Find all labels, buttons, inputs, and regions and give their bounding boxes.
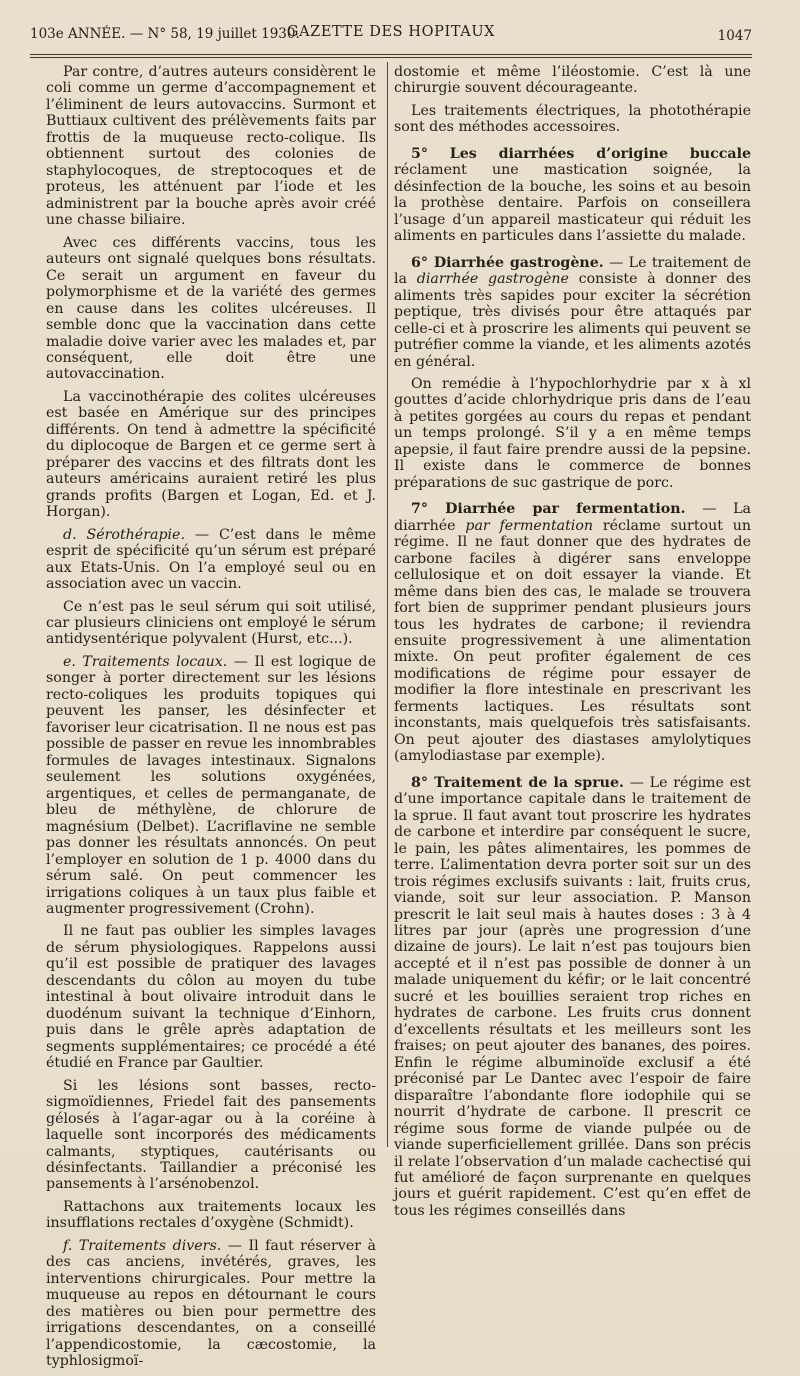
paragraph: Ce n’est pas le seul sérum qui soit utilisé, car plusieurs cliniciens ont employé le sérum antidysentérique polyvalent (Hurst, etc...). — [46, 598, 376, 648]
italic-term: diarrhée gastrogène — [416, 271, 569, 288]
section-heading: 7° Diarrhée par fermentation. — [411, 501, 686, 518]
paragraph: Il ne faut pas oublier les simples lavages de sérum physiologiques. Rappelons aussi qu’il est possible de pratiquer des lavages descendants du côlon au moyen du tube intestinal à bout olivaire introduit dans le duodénum suivant la technique d’Einhorn, puis dans le grêle après adaptation de segments supplémentaires; ce procédé a été étudié en France par Gaultier. — [46, 923, 376, 1072]
paragraph: Si les lésions sont basses, recto-sigmoïdiennes, Friedel fait des pansements gélosés à l’agar-agar ou à la coréine à laquelle sont incorporés des médicaments calmants, styptiques, cautérisants ou désinfectants. Taillandier a préconisé les pansements à l’arsénobenzol. — [46, 1077, 376, 1193]
header-rule-bottom — [30, 57, 752, 58]
italic-term: par fermentation — [465, 517, 594, 534]
section-label: d. Sérothérapie. — [63, 526, 185, 543]
section-diarrhee-gastrogene — [394, 255, 751, 370]
paragraph: On remédie à l’hypochlorhydrie par x à xl gouttes d’acide chlorhydrique pris dans de l’eau à petites gorgées au cours du repas et pendant un temps prolongé. S’il y a en même temps apepsie, il faut faire prendre aussi de la pepsine. Il existe dans le commerce de bonnes préparations de suc gastrique de porc. — [394, 375, 751, 491]
section-label: f. Traitements divers. — [63, 1237, 222, 1254]
section-heading: 6° Diarrhée gastrogène. — [411, 254, 604, 271]
section-traitements-divers — [46, 1238, 376, 1370]
section-traitement-sprue — [394, 775, 751, 1220]
paragraph: dostomie et même l’iléostomie. C’est là une chirurgie souvent décourageante. — [394, 64, 751, 97]
page-header — [30, 22, 752, 46]
left-column — [46, 64, 376, 1376]
section-text: — Le traitement de la — [394, 254, 751, 288]
section-traitements-locaux — [46, 654, 376, 918]
issue-info: 103e ANNÉE. — N° 58, 19 juillet 1930. — [30, 26, 300, 42]
paragraph: Les traitements électriques, la photothérapie sont des méthodes accessoires. — [394, 102, 751, 136]
section-text: — Il faut réserver à des cas anciens, invétérés, graves, les interventions chirurgicales. Pour mettre la muqueuse au repos en détournant le cours des matières ou bien pour permettre des irrigations descendantes, on a conseillé l’appendicostomie, la cæcostomie, la typhlosigmoï- — [46, 1237, 376, 1370]
section-heading: 5° Les diarrhées d’origine buccale — [411, 145, 751, 162]
column-divider — [387, 62, 388, 1147]
section-text: réclame surtout un régime. Il ne faut donner que des hydrates de carbone faciles à digérer sans enveloppe cellulosique et on doit essayer la viande. Et même dans bien des cas, le malade se trouvera fort bien de supprimer pendant plusieurs jours tous les hydrates de carbone; il reviendra ensuite progressivement à une alimentation mixte. On peut profiter également de ces modifications de régime pour essayer de modifier la flore intestinale en prescrivant les ferments lactiques. Les résultats sont inconstants, mais quelquefois très satisfaisants. On peut ajouter des diastases amylolytiques (amylodiastase par exemple). — [394, 517, 751, 765]
section-text: réclament une mastication soignée, la désinfection de la bouche, les soins et au besoin la prothèse dentaire. Parfois on conseillera l’usage d’un appareil masticateur qui réduit les aliments en particules dans l’assiette du malade. — [394, 162, 751, 245]
section-diarrhees-buccales — [394, 146, 751, 245]
section-label: e. Traitements locaux. — [63, 653, 228, 670]
section-text: — C’est dans le même esprit de spécificité qu’un sérum est préparé aux Etats-Unis. On l’a employé seul ou en association avec un vaccin. — [46, 526, 376, 593]
paragraph: Par contre, d’autres auteurs considèrent le coli comme un germe d’accompagnement et l’éliminent de leurs autovaccins. Surmont et Buttiaux cultivent des prélèvements faits par frottis de la muqueuse recto-colique. Ils obtiennent surtout des colonies de staphylocoques, de streptocoques et de proteus, les atténuent par l’iode et les administrent par la bouche après avoir créé une chasse biliaire. — [46, 64, 376, 229]
section-text: — Le régime est d’une importance capitale dans le traitement de la sprue. Il faut avant tout proscrire les hydrates de carbone et interdire par conséquent le sucre, le pain, les pâtes alimentaires, les pommes de terre. L’alimentation devra porter soit sur un des trois régimes exclusifs suivants : lait, fruits crus, viande, soit sur leur association. P. Manson prescrit le lait seul mais à hautes doses : 3 à 4 litres par jour (après une progression d’une dizaine de jours). Le lait n’est pas toujours bien accepté et il n’est pas possible de donner à un malade uniquement du kéfir; or le lait concentré sucré et les bouillies seraient trop riches en hydrates de carbone. Les fruits crus donnent d’excellents résultats et les meilleurs sont les fraises; on peut ajouter des bananes, des poires. Enfin le régime albuminoïde exclusif a été préconisé par Le Dantec avec l’espoir de faire disparaître l’abondante flore iodophile qui se nourrit d’hydrate de carbone. Il prescrit ce régime sous forme de viande pulpée ou de viande superficiellement grillée. Dans son précis il relate l’observation d’un malade cachectisé qui fut amélioré de façon surprenante en quelques jours et guérit rapidement. C’est qu’en effet de tous les régimes conseillés dans — [394, 774, 751, 1219]
section-text: consiste à donner des aliments très sapides pour exciter la sécrétion peptique, très divisés pour être attaqués par celle-ci et à proscrire les aliments qui peuvent se putréfier comme la viande, et les aliments azotés en général. — [394, 271, 751, 370]
right-column — [394, 64, 751, 1225]
publication-title: GAZETTE DES HOPITAUX — [286, 24, 496, 40]
header-rule-top — [30, 54, 752, 55]
section-heading: 8° Traitement de la sprue. — [411, 774, 624, 791]
paragraph: Rattachons aux traitements locaux les insufflations rectales d’oxygène (Schmidt). — [46, 1198, 376, 1232]
paragraph: Avec ces différents vaccins, tous les auteurs ont signalé quelques bons résultats. Ce serait un argument en faveur du polymorphisme et de la variété des germes en cause dans les colites ulcéreuses. Il semble donc que la vaccination dans cette maladie doive varier avec les malades et, par conséquent, elle doit être une autovaccination. — [46, 234, 376, 383]
section-serotherapie — [46, 527, 376, 593]
section-text: — Il est logique de songer à porter directement sur les lésions recto-coliques les produits topiques qui peuvent les panser, les désinfecter et favoriser leur cicatrisation. Il ne nous est pas possible de passer en revue les innombrables formules de lavages intestinaux. Signalons seulement les solutions oxygénées, argentiques, et celles de permanganate, de bleu de méthylène, de chlorure de magnésium (Delbet). L’acriflavine ne semble pas donner les résultats annoncés. On peut l’employer en solution de 1 p. 4000 dans du sérum salé. On peut commencer les irrigations coliques à un taux plus faible et augmenter progressivement (Crohn). — [46, 653, 376, 917]
page-number: 1047 — [717, 28, 752, 44]
paragraph: La vaccinothérapie des colites ulcéreuses est basée en Amérique sur des principes différents. On tend à admettre la spécificité du diplocoque de Bargen et ce germe sert à préparer des vaccins et des filtrats dont les auteurs américains auraient retiré les plus grands profits (Bargen et Logan, Ed. et J. Horgan). — [46, 388, 376, 521]
section-text: — La diarrhée — [394, 501, 751, 534]
section-diarrhee-fermentation — [394, 501, 751, 765]
